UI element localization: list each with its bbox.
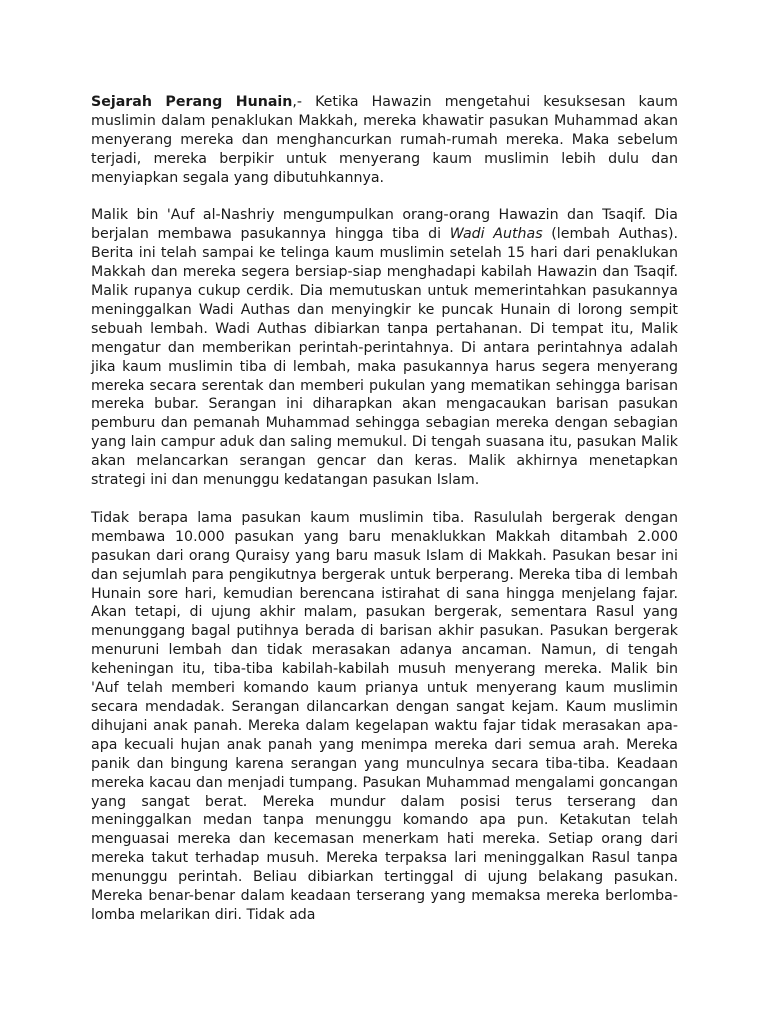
- paragraph-3: [91, 509, 678, 925]
- paragraph-1: [91, 93, 678, 188]
- paragraph-2: [91, 206, 678, 490]
- document-page: [91, 93, 678, 944]
- paragraph-1-text: ,- Ketika Hawazin mengetahui kesuksesan kaum muslimin dalam penaklukan Makkah, mereka khawatir pasukan Muhammad akan menyerang mereka dan menghancurkan rumah-rumah mereka. Maka sebelum terjadi, mereka berpikir untuk menyerang kaum muslimin lebih dulu dan menyiapkan segala yang dibutuhkannya.: [91, 94, 678, 186]
- paragraph-2-text-start: Malik bin 'Auf al-Nashriy mengumpulkan orang-orang Hawazin dan Tsaqif. Dia berjalan membawa pasukannya hingga tiba di: [91, 207, 678, 243]
- article-title: Sejarah Perang Hunain: [91, 94, 293, 110]
- paragraph-2-text-end: (lembah Authas). Berita ini telah sampai ke telinga kaum muslimin setelah 15 hari dari penaklukan Makkah dan mereka segera bersiap-siap menghadapi kabilah Hawazin dan Tsaqif. Malik rupanya cukup cerdik. Dia memutuskan untuk memerintahkan pasukannya meninggalkan Wadi Authas dan menyingkir ke puncak Hunain di lorong sempit sebuah lembah. Wadi Authas dibiarkan tanpa pertahanan. Di tempat itu, Malik mengatur dan memberikan perintah-perintahnya. Di antara perintahnya adalah jika kaum muslimin tiba di lembah, maka pasukannya harus segera menyerang mereka secara serentak dan memberi pukulan yang mematikan sehingga barisan mereka bubar. Serangan ini diharapkan akan mengacaukan barisan pasukan pemburu dan pemanah Muhammad sehingga sebagian mereka dengan sebagian yang lain campur aduk dan saling memukul. Di tengah suasana itu, pasukan Malik akan melancarkan serangan gencar dan keras. Malik akhirnya menetapkan strategi ini dan menunggu kedatangan pasukan Islam.: [91, 226, 678, 489]
- paragraph-3-text: Tidak berapa lama pasukan kaum muslimin tiba. Rasululah bergerak dengan membawa 10.000 pasukan yang baru menaklukkan Makkah ditambah 2.000 pasukan dari orang Quraisy yang baru masuk Islam di Makkah. Pasukan besar ini dan sejumlah para pengikutnya bergerak untuk berperang. Mereka tiba di lembah Hunain sore hari, kemudian berencana istirahat di sana hingga menjelang fajar. Akan tetapi, di ujung akhir malam, pasukan bergerak, sementara Rasul yang menunggang bagal putihnya berada di barisan akhir pasukan. Pasukan bergerak menuruni lembah dan tidak merasakan adanya ancaman. Namun, di tengah keheningan itu, tiba-tiba kabilah-kabilah musuh menyerang mereka. Malik bin 'Auf telah memberi komando kaum prianya untuk menyerang kaum muslimin secara mendadak. Serangan dilancarkan dengan sangat kejam. Kaum muslimin dihujani anak panah. Mereka dalam kegelapan waktu fajar tidak merasakan apa-apa kecuali hujan anak panah yang menimpa mereka dari semua arah. Mereka panik dan bingung karena serangan yang munculnya secara tiba-tiba. Keadaan mereka kacau dan menjadi tumpang. Pasukan Muhammad mengalami goncangan yang sangat berat. Mereka mundur dalam posisi terus terserang dan meninggalkan medan tanpa menunggu komando apa pun. Ketakutan telah menguasai mereka dan kecemasan menerkam hati mereka. Setiap orang dari mereka takut terhadap musuh. Mereka terpaksa lari meninggalkan Rasul tanpa menunggu perintah. Beliau dibiarkan tertinggal di ujung belakang pasukan. Mereka benar-benar dalam keadaan terserang yang memaksa mereka berlomba-lomba melarikan diri. Tidak ada: [91, 509, 678, 923]
- paragraph-2-italic-term: Wadi Authas: [449, 226, 543, 243]
